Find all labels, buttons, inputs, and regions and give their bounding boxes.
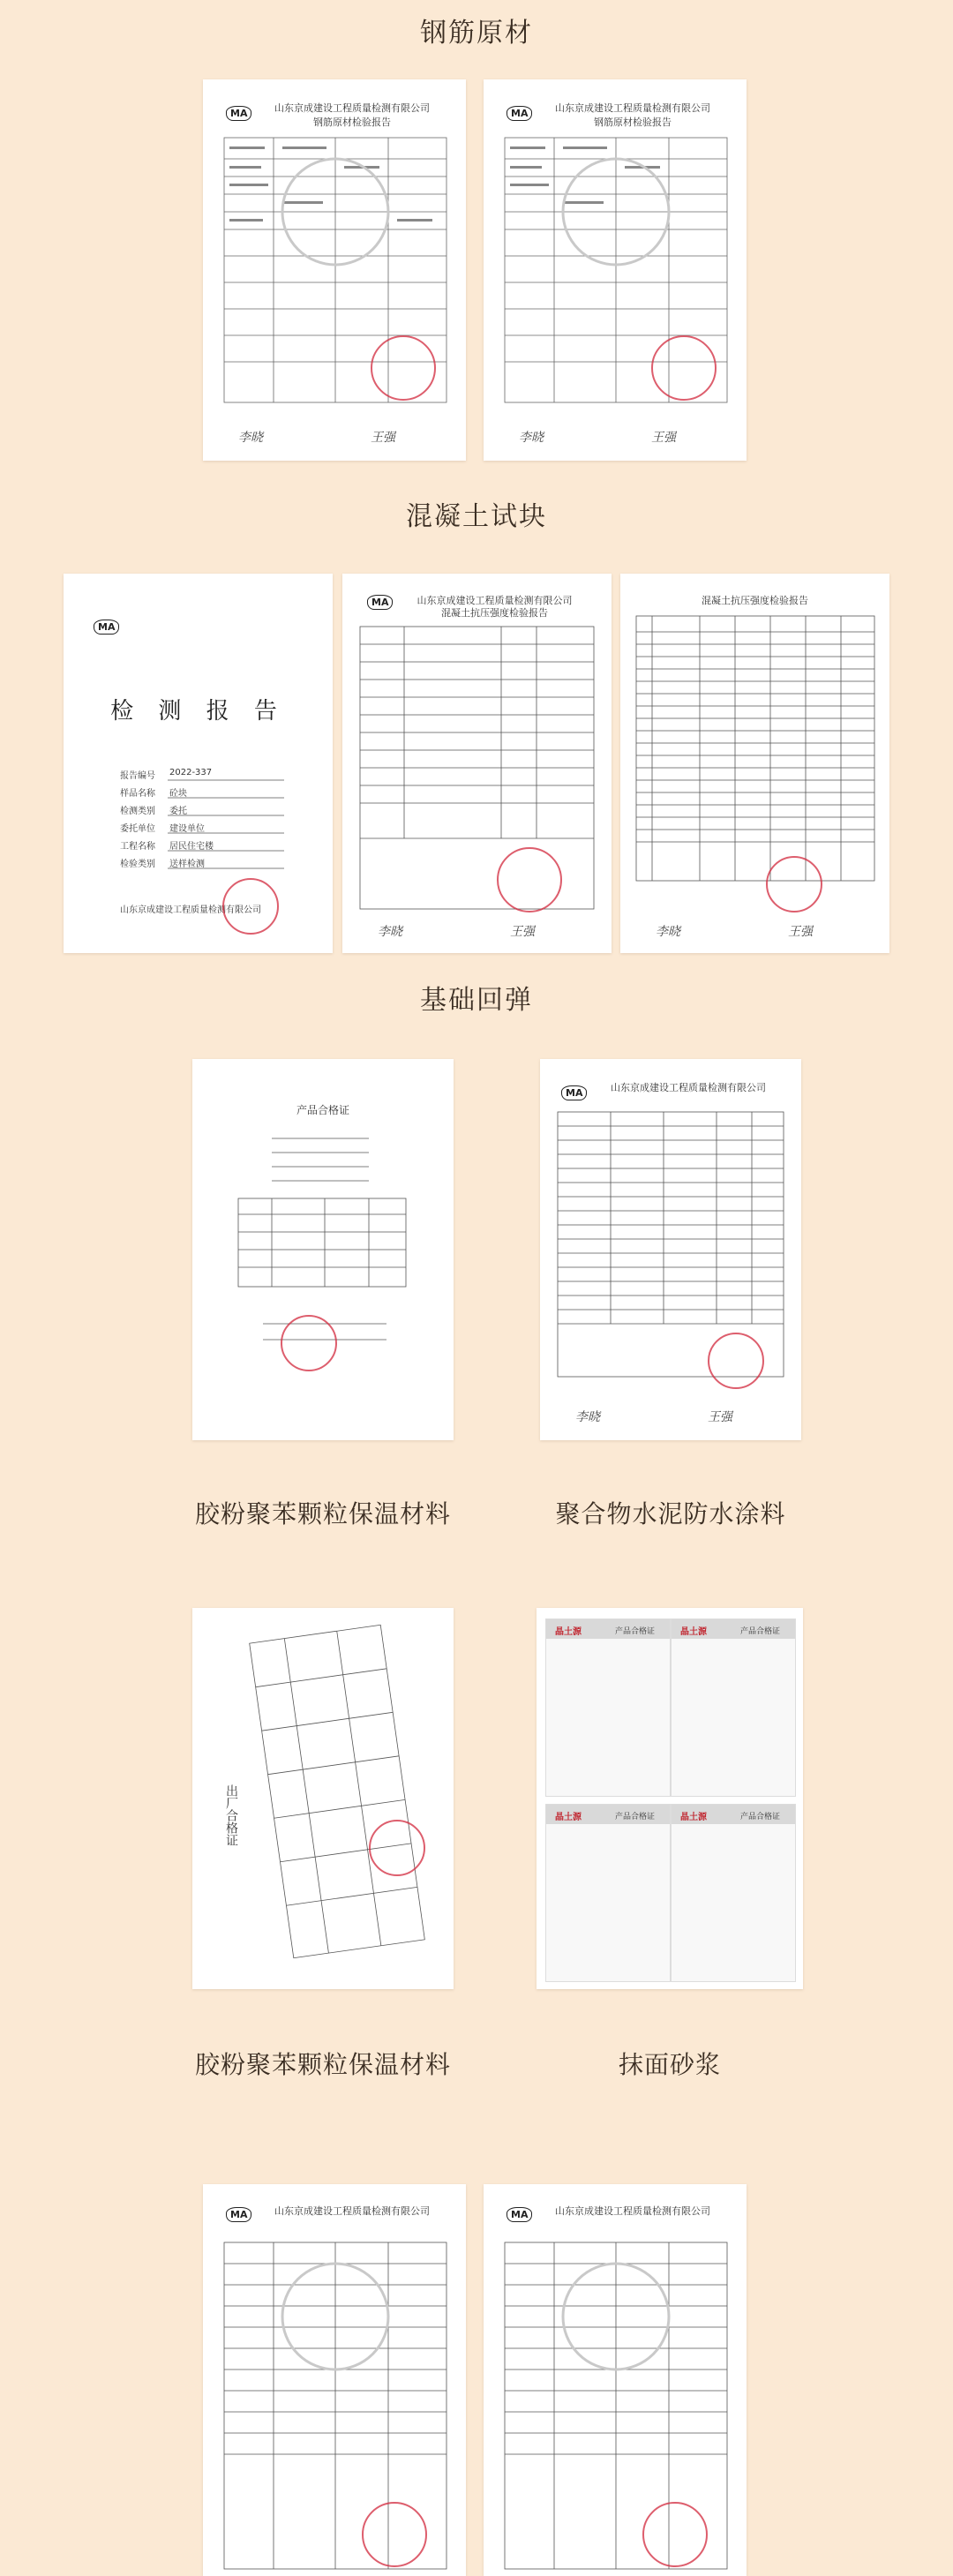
red-seal bbox=[651, 335, 717, 401]
red-seal bbox=[362, 2502, 427, 2567]
ma-mark: MA bbox=[367, 595, 393, 610]
signature: 王强 bbox=[708, 1410, 732, 1424]
ma-mark: MA bbox=[507, 2207, 532, 2222]
lab-name-footer: 山东京成建设工程质量检测有限公司 bbox=[120, 905, 261, 915]
red-seal bbox=[497, 847, 562, 912]
report-table-lines bbox=[203, 2184, 466, 2576]
lab-name: 山东京成建设工程质量检测有限公司 bbox=[274, 102, 430, 114]
signature: 王强 bbox=[651, 431, 676, 445]
report-table-lines bbox=[484, 2184, 747, 2576]
field-label: 样品名称 bbox=[120, 789, 155, 799]
factory-certificate[interactable] bbox=[192, 1608, 454, 1989]
report-table-lines bbox=[540, 1059, 801, 1440]
caption-insulation-1: 胶粉聚苯颗粒保温材料 bbox=[194, 1499, 451, 1528]
signature: 李晓 bbox=[238, 431, 263, 445]
report-title: 钢筋原材检验报告 bbox=[313, 116, 391, 128]
signature: 王强 bbox=[510, 925, 535, 939]
waterproof-report[interactable] bbox=[540, 1059, 801, 1440]
rebar-report-2[interactable] bbox=[484, 79, 747, 461]
signature: 王强 bbox=[371, 431, 395, 445]
ma-mark: MA bbox=[226, 106, 251, 121]
caption-insulation-2: 胶粉聚苯颗粒保温材料 bbox=[194, 2050, 451, 2079]
signature: 王强 bbox=[788, 925, 813, 939]
final-report-2[interactable] bbox=[484, 2184, 747, 2576]
field-value: 砼块 bbox=[169, 789, 187, 799]
brand-label: 晶土源 bbox=[680, 1813, 707, 1822]
lab-name: 山东京成建设工程质量检测有限公司 bbox=[416, 595, 573, 606]
cert-card-title: 产品合格证 bbox=[740, 1813, 781, 1821]
field-value: 委托 bbox=[169, 807, 187, 816]
certificate-title: 产品合格证 bbox=[296, 1104, 349, 1116]
brand-label: 晶土源 bbox=[555, 1627, 582, 1637]
concrete-report-cover[interactable] bbox=[64, 574, 333, 953]
report-table-lines bbox=[484, 79, 747, 461]
signature: 李晓 bbox=[575, 1410, 600, 1424]
report-title: 钢筋原材检验报告 bbox=[594, 116, 672, 128]
certificate-lines bbox=[192, 1059, 454, 1440]
ma-mark: MA bbox=[94, 620, 119, 635]
concrete-report-data[interactable] bbox=[342, 574, 612, 953]
field-value: 送样检测 bbox=[169, 860, 205, 869]
field-label: 工程名称 bbox=[120, 842, 155, 852]
section-title-rebar: 钢筋原材 bbox=[420, 18, 533, 49]
red-seal bbox=[642, 2502, 708, 2567]
signature: 李晓 bbox=[656, 925, 680, 939]
cert-card bbox=[545, 1804, 671, 1982]
cert-card bbox=[671, 1804, 796, 1982]
field-value: 居民住宅楼 bbox=[169, 842, 214, 852]
signature: 李晓 bbox=[519, 431, 544, 445]
lab-name: 山东京成建设工程质量检测有限公司 bbox=[274, 2205, 430, 2217]
field-label: 委托单位 bbox=[120, 824, 155, 834]
field-value: 建设单位 bbox=[169, 824, 205, 834]
report-table-lines bbox=[342, 574, 612, 953]
ma-mark: MA bbox=[507, 106, 532, 121]
red-seal bbox=[369, 1820, 425, 1876]
mortar-certificates[interactable] bbox=[537, 1608, 803, 1989]
ma-mark: MA bbox=[561, 1085, 587, 1100]
cert-card-title: 产品合格证 bbox=[615, 1627, 656, 1636]
red-seal bbox=[222, 878, 279, 935]
cert-card-title: 产品合格证 bbox=[740, 1627, 781, 1636]
red-seal bbox=[371, 335, 436, 401]
field-label: 报告编号 bbox=[120, 771, 155, 781]
section-title-concrete: 混凝土试块 bbox=[406, 501, 547, 532]
report-title: 混凝土抗压强度检验报告 bbox=[441, 607, 548, 619]
caption-mortar: 抹面砂浆 bbox=[618, 2050, 721, 2079]
field-value: 2022-337 bbox=[169, 768, 213, 777]
cert-card-title: 产品合格证 bbox=[615, 1813, 656, 1821]
concrete-report-table[interactable] bbox=[620, 574, 889, 953]
brand-label: 晶土源 bbox=[680, 1627, 707, 1637]
report-title: 混凝土抗压强度检验报告 bbox=[702, 595, 808, 606]
cert-card bbox=[545, 1618, 671, 1797]
lab-name: 山东京成建设工程质量检测有限公司 bbox=[555, 2205, 710, 2217]
field-label: 检测类别 bbox=[120, 807, 155, 816]
red-seal bbox=[281, 1315, 337, 1371]
field-label: 检验类别 bbox=[120, 860, 155, 869]
product-certificate[interactable] bbox=[192, 1059, 454, 1440]
brand-label: 晶土源 bbox=[555, 1813, 582, 1822]
factory-cert-label: 出厂合格证 bbox=[224, 1784, 238, 1846]
cover-underlines bbox=[64, 574, 333, 953]
red-seal bbox=[766, 856, 822, 912]
section-title-foundation: 基础回弹 bbox=[420, 985, 533, 1016]
ma-mark: MA bbox=[226, 2207, 251, 2222]
lab-name: 山东京成建设工程质量检测有限公司 bbox=[555, 102, 710, 114]
cert-card bbox=[671, 1618, 796, 1797]
final-report-1[interactable] bbox=[203, 2184, 466, 2576]
red-seal bbox=[708, 1333, 764, 1389]
signature: 李晓 bbox=[378, 925, 402, 939]
report-table-lines bbox=[620, 574, 889, 953]
report-table-lines bbox=[203, 79, 466, 461]
rebar-report-1[interactable] bbox=[203, 79, 466, 461]
report-big-title: 检 测 报 告 bbox=[110, 698, 286, 725]
caption-waterproof: 聚合物水泥防水涂料 bbox=[555, 1499, 786, 1528]
lab-name: 山东京成建设工程质量检测有限公司 bbox=[611, 1082, 766, 1093]
